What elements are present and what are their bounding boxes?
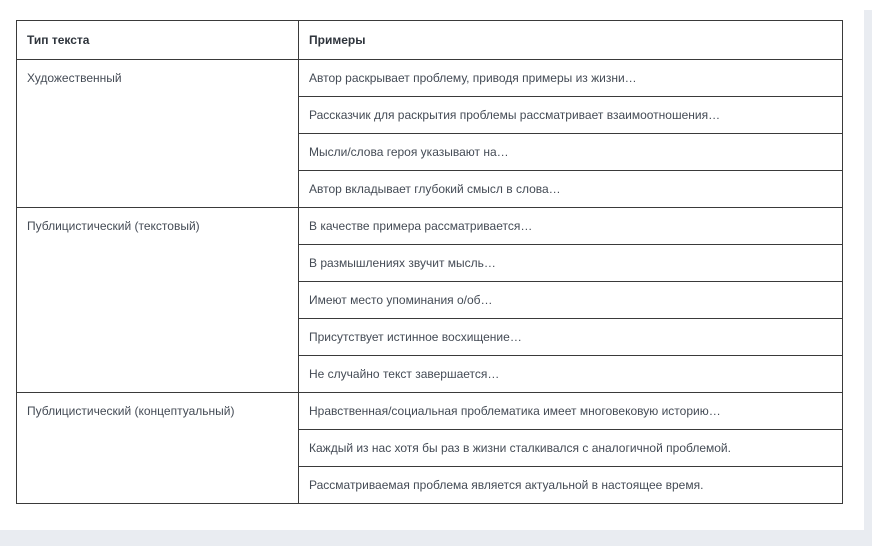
example-cell: Нравственная/социальная проблематика имеет многовековую историю… <box>299 393 843 430</box>
type-cell-publicistic-conceptual: Публицистический (концептуальный) <box>17 393 299 504</box>
example-cell: Автор раскрывает проблему, приводя примеры из жизни… <box>299 60 843 97</box>
example-cell: Автор вкладывает глубокий смысл в слова… <box>299 171 843 208</box>
table-body <box>17 60 843 504</box>
example-cell: Имеют место упоминания о/об… <box>299 282 843 319</box>
example-cell: Не случайно текст завершается… <box>299 356 843 393</box>
header-text-type: Тип текста <box>17 21 299 60</box>
table-row <box>17 208 843 245</box>
table-row <box>17 393 843 430</box>
example-cell: Присутствует истинное восхищение… <box>299 319 843 356</box>
table-row <box>17 60 843 97</box>
type-cell-publicistic-textual: Публицистический (текстовый) <box>17 208 299 393</box>
example-cell: Каждый из нас хотя бы раз в жизни сталкивался с аналогичной проблемой. <box>299 430 843 467</box>
text-type-examples-table <box>16 20 843 504</box>
example-cell: В размышлениях звучит мысль… <box>299 245 843 282</box>
type-cell-artistic: Художественный <box>17 60 299 208</box>
example-cell: В качестве примера рассматривается… <box>299 208 843 245</box>
header-row <box>17 21 843 60</box>
example-cell: Мысли/слова героя указывают на… <box>299 134 843 171</box>
table-header <box>17 21 843 60</box>
header-examples: Примеры <box>299 21 843 60</box>
example-cell: Рассматриваемая проблема является актуальной в настоящее время. <box>299 467 843 504</box>
example-cell: Рассказчик для раскрытия проблемы рассматривает взаимоотношения… <box>299 97 843 134</box>
